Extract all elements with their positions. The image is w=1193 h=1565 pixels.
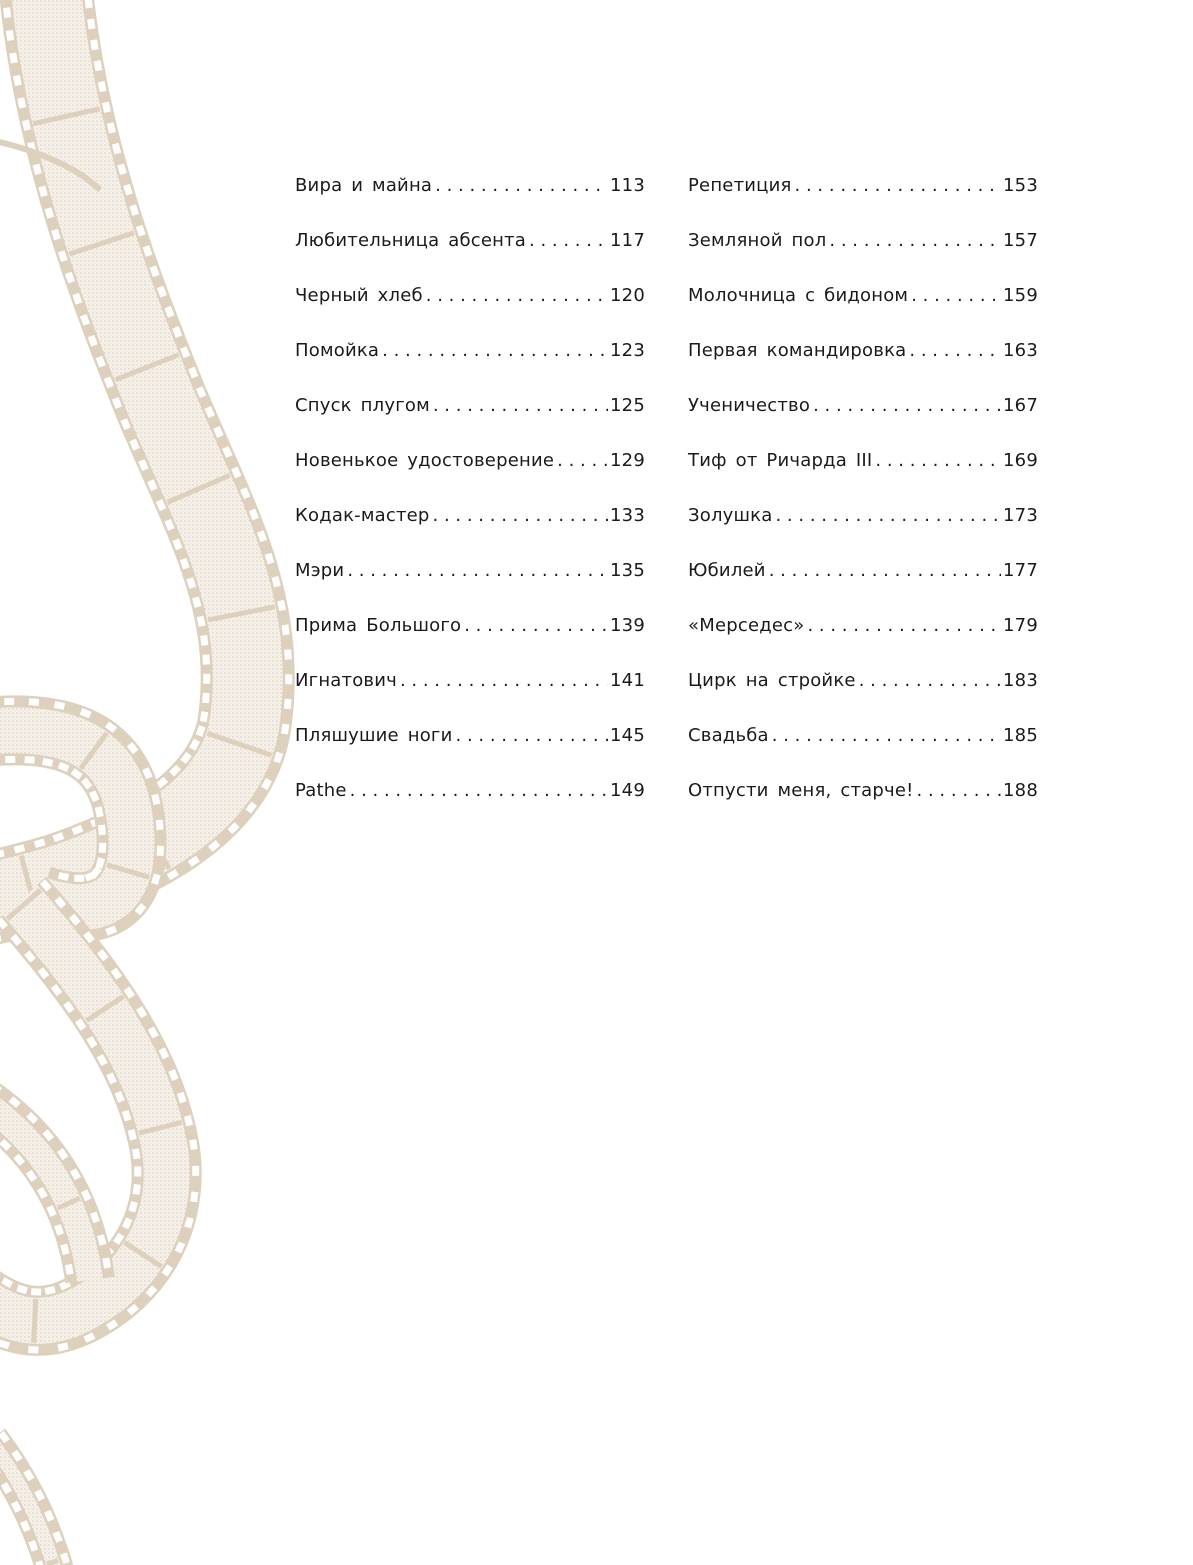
toc-entry-page-number: 133 xyxy=(610,505,645,526)
film-sprocket-hole xyxy=(157,846,165,856)
toc-entry-title: Прима Большого xyxy=(295,615,462,636)
film-sprocket-hole xyxy=(203,674,210,684)
toc-entry-title: Помойка xyxy=(295,340,380,361)
toc-entry-title: Мэри xyxy=(295,560,345,581)
toc-entry xyxy=(688,505,1038,560)
toc-dot-leader xyxy=(772,725,1001,746)
toc-dot-leader xyxy=(859,670,1001,691)
toc-entry xyxy=(295,395,645,450)
film-sprocket-hole xyxy=(284,649,292,659)
toc-entry xyxy=(688,780,1038,835)
toc-entry-page-number: 139 xyxy=(610,615,645,636)
toc-entry-title: Pathe xyxy=(295,780,347,801)
toc-entry-title: Репетиция xyxy=(688,175,792,196)
toc-entry-page-number: 169 xyxy=(1003,450,1038,471)
toc-dot-leader xyxy=(917,780,1001,801)
film-sprocket-hole xyxy=(281,624,289,635)
toc-entry xyxy=(688,340,1038,395)
toc-entry xyxy=(295,230,645,285)
toc-dot-leader xyxy=(350,780,608,801)
film-sprocket-hole xyxy=(156,820,164,831)
toc-entry xyxy=(295,340,645,395)
toc-entry xyxy=(295,615,645,670)
toc-entry-page-number: 177 xyxy=(1003,560,1038,581)
toc-entry xyxy=(295,450,645,505)
toc-entry-page-number: 113 xyxy=(610,175,645,196)
toc-dot-leader xyxy=(813,395,1001,416)
toc-entry xyxy=(688,285,1038,340)
toc-entry xyxy=(688,560,1038,615)
film-sprocket-hole xyxy=(202,693,210,703)
toc-entry-page-number: 157 xyxy=(1003,230,1038,251)
toc-entry-page-number: 123 xyxy=(610,340,645,361)
toc-dot-leader xyxy=(347,560,608,581)
toc-entry-page-number: 173 xyxy=(1003,505,1038,526)
film-frame-divider xyxy=(34,1299,36,1343)
toc-dot-leader xyxy=(433,395,608,416)
toc-dot-leader xyxy=(435,175,608,196)
toc-entry-title: Пляшушие ноги xyxy=(295,725,453,746)
film-sprocket-hole xyxy=(202,654,210,664)
film-strip-decoration xyxy=(0,0,300,1565)
toc-entry-page-number: 185 xyxy=(1003,725,1038,746)
toc-entry xyxy=(295,505,645,560)
toc-dot-leader xyxy=(875,450,1001,471)
film-frame-divider xyxy=(47,1560,58,1564)
toc-entry xyxy=(688,725,1038,780)
toc-dot-leader xyxy=(464,615,608,636)
toc-entry-page-number: 159 xyxy=(1003,285,1038,306)
toc-entry-page-number: 141 xyxy=(610,670,645,691)
film-sprocket-hole xyxy=(192,1166,199,1176)
toc-entry xyxy=(688,175,1038,230)
toc-entry-page-number: 149 xyxy=(610,780,645,801)
toc-entry xyxy=(295,670,645,725)
toc-entry-page-number: 188 xyxy=(1003,780,1038,801)
toc-entry-title: Кодак-мастер xyxy=(295,505,430,526)
toc-entry-title: Вира и майна xyxy=(295,175,433,196)
film-sprocket-hole xyxy=(190,1191,198,1202)
toc-entry-page-number: 125 xyxy=(610,395,645,416)
toc-dot-leader xyxy=(909,340,1001,361)
toc-entry xyxy=(688,670,1038,725)
toc-entry-title: Тиф от Ричарда III xyxy=(688,450,873,471)
toc-dot-leader xyxy=(807,615,1001,636)
film-sprocket-hole xyxy=(31,1288,41,1295)
toc-entry-title: Игнатович xyxy=(295,670,397,691)
toc-entry xyxy=(295,285,645,340)
toc-entry xyxy=(295,780,645,835)
toc-entry-page-number: 179 xyxy=(1003,615,1038,636)
film-sprocket-hole xyxy=(5,756,15,763)
toc-entry-title: Земляной пол xyxy=(688,230,827,251)
film-strip-group xyxy=(0,0,292,1565)
toc-dot-leader xyxy=(775,505,1001,526)
toc-entry-title: Юбилей xyxy=(688,560,766,581)
toc-entry-page-number: 163 xyxy=(1003,340,1038,361)
film-sprocket-hole xyxy=(85,0,93,8)
toc-entry-title: «Мерседес» xyxy=(688,615,805,636)
film-sprocket-hole xyxy=(200,635,208,646)
toc-entry xyxy=(688,450,1038,505)
toc-dot-leader xyxy=(557,450,608,471)
toc-entry-page-number: 135 xyxy=(610,560,645,581)
film-sprocket-hole xyxy=(74,875,84,882)
toc-column-left xyxy=(295,175,645,835)
toc-dot-leader xyxy=(529,230,608,251)
toc-entry xyxy=(688,615,1038,670)
toc-entry xyxy=(688,395,1038,450)
toc-dot-leader xyxy=(829,230,1001,251)
film-sprocket-hole xyxy=(281,724,289,735)
toc-entry-page-number: 120 xyxy=(610,285,645,306)
film-sprocket-hole xyxy=(28,1346,38,1353)
film-sprocket-hole xyxy=(4,698,14,705)
toc-entry xyxy=(295,175,645,230)
toc-entry-page-number: 183 xyxy=(1003,670,1038,691)
toc-entry-title: Отпусти меня, старче! xyxy=(688,780,914,801)
toc-entry xyxy=(688,230,1038,285)
film-sprocket-hole xyxy=(133,1184,141,1195)
toc-entry-title: Цирк на стройке xyxy=(688,670,856,691)
toc-entry-title: Золушка xyxy=(688,505,773,526)
toc-entry-title: Новенькое удостоверение xyxy=(295,450,555,471)
film-sprocket-hole xyxy=(29,698,39,706)
toc-entry-page-number: 153 xyxy=(1003,175,1038,196)
film-sprocket-hole xyxy=(87,19,95,30)
toc-entry xyxy=(295,725,645,780)
toc-entry-page-number: 129 xyxy=(610,450,645,471)
toc-dot-leader xyxy=(382,340,608,361)
film-sprocket-hole xyxy=(134,1166,141,1176)
toc-dot-leader xyxy=(911,285,1001,306)
film-sprocket-hole xyxy=(98,825,106,836)
toc-entry-title: Свадьба xyxy=(688,725,769,746)
toc-entry-title: Спуск плугом xyxy=(295,395,430,416)
toc-entry-page-number: 117 xyxy=(610,230,645,251)
toc-entry-page-number: 167 xyxy=(1003,395,1038,416)
film-sprocket-hole xyxy=(284,699,292,709)
film-sprocket-hole xyxy=(3,7,11,18)
film-sprocket-hole xyxy=(24,756,34,764)
toc-entry-title: Первая командировка xyxy=(688,340,907,361)
toc-dot-leader xyxy=(795,175,1001,196)
film-sprocket-hole xyxy=(285,674,292,684)
toc-entry-title: Любительница абсента xyxy=(295,230,527,251)
toc-dot-leader xyxy=(426,285,608,306)
toc-entry-title: Черный хлеб xyxy=(295,285,423,306)
toc-column-right xyxy=(688,175,1038,835)
film-sprocket-hole xyxy=(99,843,107,853)
toc-entry-title: Молочница с бидоном xyxy=(688,285,909,306)
toc-dot-leader xyxy=(769,560,1001,581)
toc-dot-leader xyxy=(433,505,609,526)
toc-dot-leader xyxy=(400,670,608,691)
toc-entry xyxy=(295,560,645,615)
toc-entry-page-number: 145 xyxy=(610,725,645,746)
toc-entry-title: Ученичество xyxy=(688,395,811,416)
film-sprocket-hole xyxy=(6,30,14,41)
film-sprocket-hole xyxy=(200,711,208,722)
toc-dot-leader xyxy=(456,725,609,746)
